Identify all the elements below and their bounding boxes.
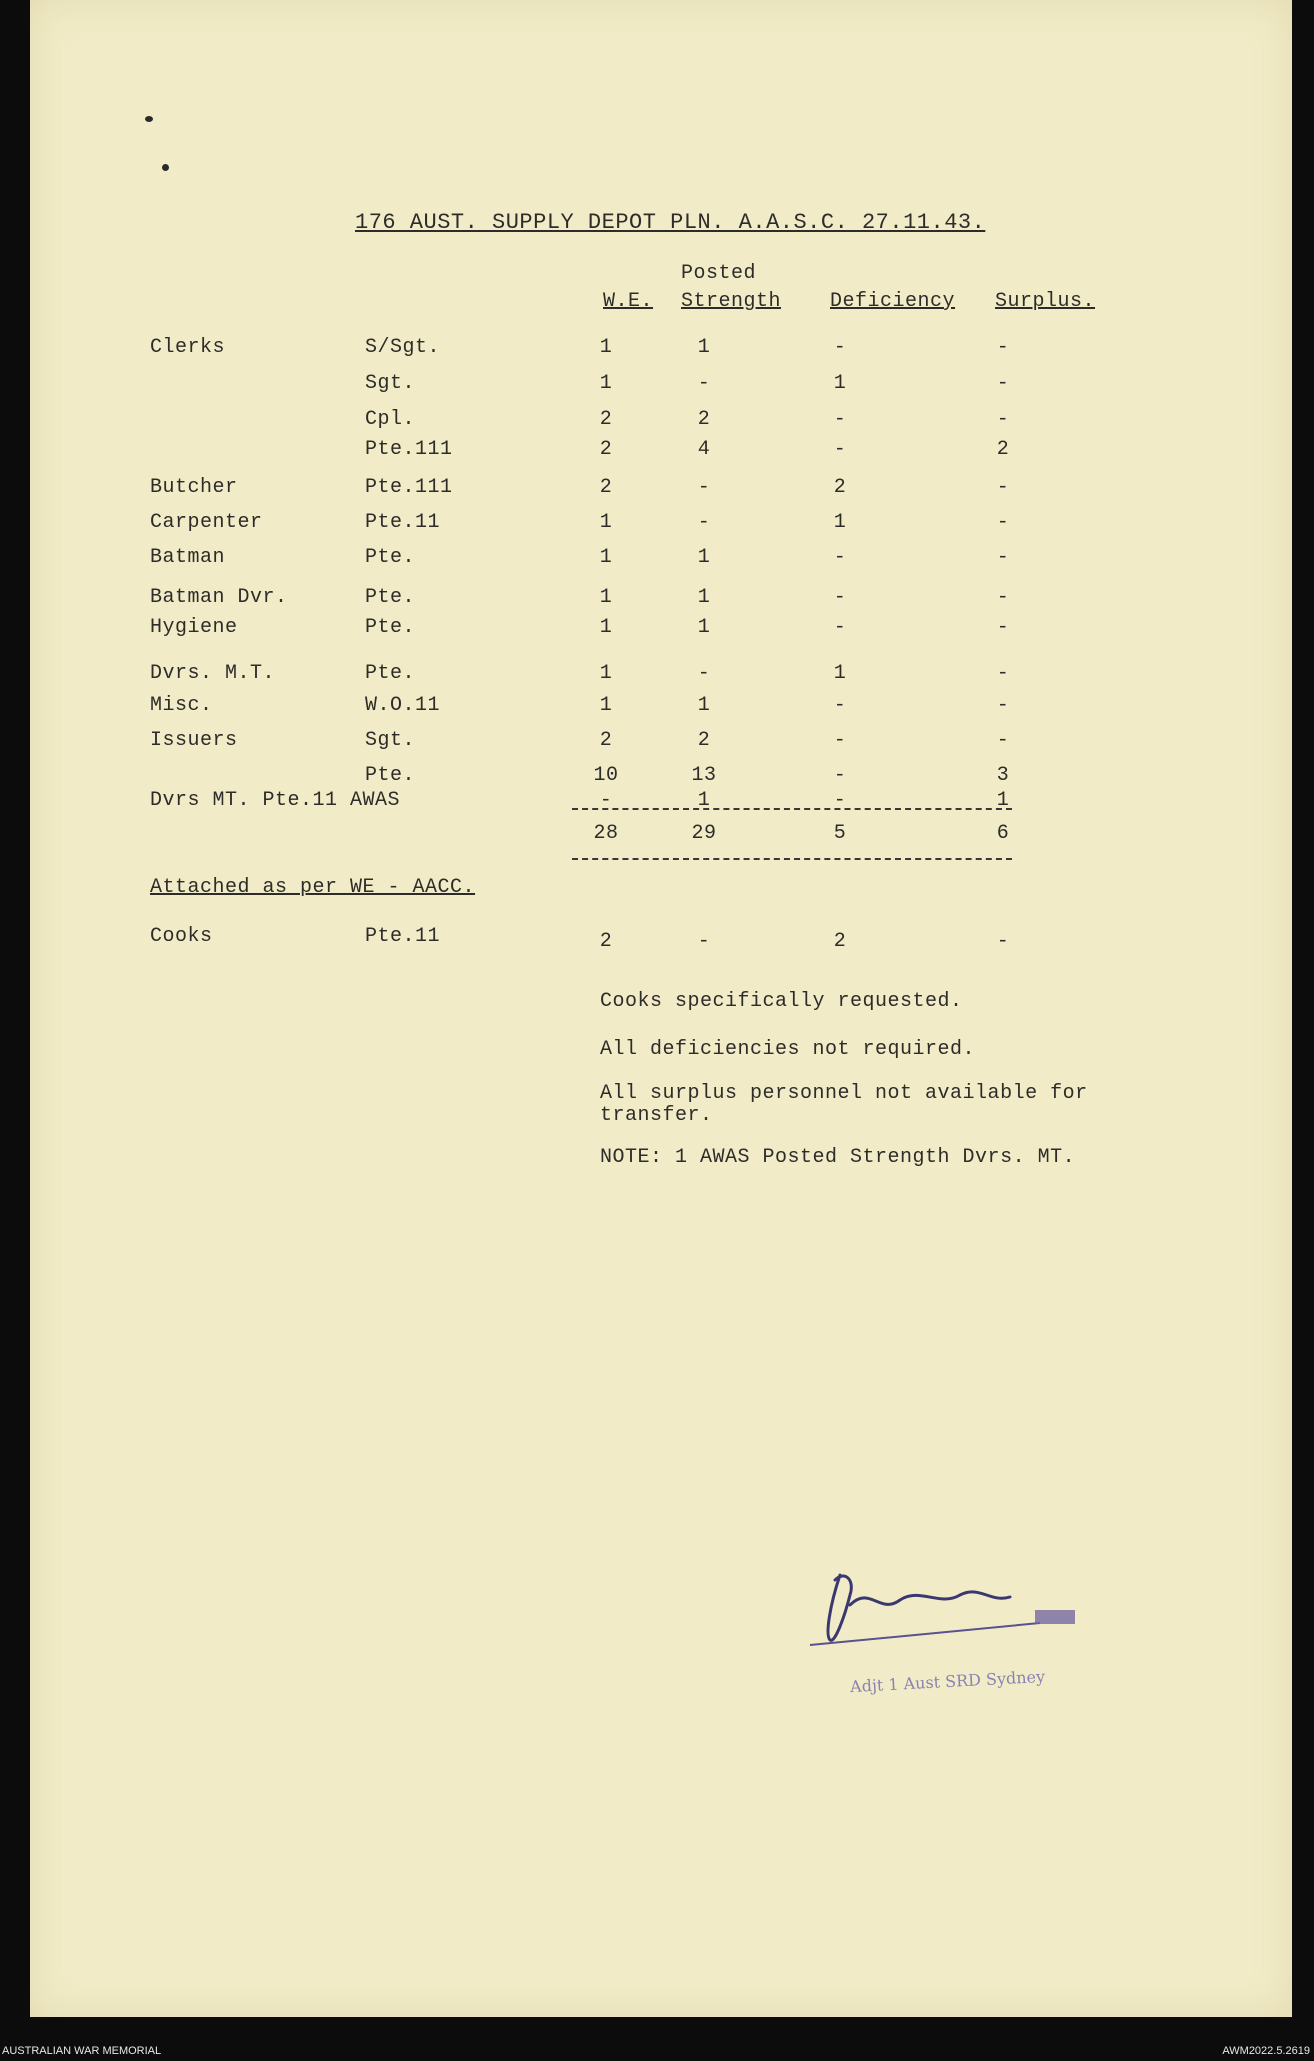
table-cell-we: 1 (599, 616, 613, 639)
table-cell-surplus: - (996, 511, 1010, 534)
note-cooks: Cooks specifically requested. (600, 990, 963, 1013)
table-cell-deficiency: 2 (833, 476, 847, 499)
table-cell-we: 2 (599, 438, 613, 461)
attached-heading: Attached as per WE - AACC. (150, 876, 476, 899)
col-header-surplus: Surplus. (995, 290, 1096, 313)
table-cell-rank: Cpl. (365, 408, 416, 431)
table-cell-we: 1 (599, 694, 613, 717)
table-cell-we: 1 (599, 372, 613, 395)
table-cell-trade: Butcher (150, 476, 238, 499)
table-cell-posted: 2 (697, 729, 711, 752)
table-cell-we: 1 (599, 586, 613, 609)
table-cell-rank: W.O.11 (365, 694, 441, 717)
table-cell-surplus: - (996, 694, 1010, 717)
table-cell-posted: 4 (697, 438, 711, 461)
col-header-we: W.E. (603, 290, 654, 313)
total-rule-top (572, 808, 1012, 810)
col-header-posted-bottom: Strength (681, 290, 782, 313)
table-cell-posted: 1 (697, 546, 711, 569)
table-cell-trade: Issuers (150, 729, 238, 752)
table-cell-rank: Pte. (365, 616, 416, 639)
total-rule-bottom (572, 858, 1012, 860)
table-cell-posted: 1 (697, 694, 711, 717)
table-cell-surplus: - (996, 408, 1010, 431)
table-cell-deficiency: 1 (833, 662, 847, 685)
table-cell-posted: - (697, 476, 711, 499)
table-cell-rank: Pte. (365, 662, 416, 685)
table-cell-deficiency: - (833, 729, 847, 752)
table-cell-we: 10 (593, 764, 619, 787)
total-deficiency: 5 (833, 822, 847, 845)
table-cell-we: - (599, 789, 613, 812)
table-cell-rank: Pte.111 (365, 438, 453, 461)
table-cell-trade: Clerks (150, 336, 226, 359)
table-cell-posted: - (697, 511, 711, 534)
attached-deficiency: 2 (833, 930, 847, 953)
table-cell-we: 2 (599, 476, 613, 499)
note-surplus-line1: All surplus personnel not available for (600, 1082, 1088, 1105)
attached-rank: Pte.11 (365, 925, 441, 948)
table-cell-trade: Hygiene (150, 616, 238, 639)
footer-id: AWM2022.5.2619 (1222, 2045, 1310, 2057)
note-deficiencies: All deficiencies not required. (600, 1038, 976, 1061)
note-awas: NOTE: 1 AWAS Posted Strength Dvrs. MT. (600, 1146, 1076, 1169)
table-cell-posted: 2 (697, 408, 711, 431)
table-cell-trade: Misc. (150, 694, 213, 717)
table-cell-surplus: 3 (996, 764, 1010, 787)
table-cell-deficiency: - (833, 616, 847, 639)
table-cell-surplus: - (996, 662, 1010, 685)
table-cell-rank: Pte.11 (365, 511, 441, 534)
table-cell-deficiency: 1 (833, 372, 847, 395)
stamp-mark (1035, 1610, 1075, 1624)
document-title: 176 AUST. SUPPLY DEPOT PLN. A.A.S.C. 27.11.43. (355, 210, 986, 235)
signature-caption: Adjt 1 Aust SRD Sydney (849, 1666, 1046, 1697)
pin-mark (145, 116, 153, 122)
table-cell-rank: Sgt. (365, 729, 416, 752)
table-cell-posted: - (697, 372, 711, 395)
table-cell-surplus: - (996, 476, 1010, 499)
table-cell-we: 1 (599, 662, 613, 685)
table-cell-deficiency: - (833, 408, 847, 431)
table-cell-we: 1 (599, 336, 613, 359)
table-cell-trade: Dvrs. M.T. (150, 662, 276, 685)
attached-trade: Cooks (150, 925, 213, 948)
table-cell-surplus: - (996, 336, 1010, 359)
table-cell-deficiency: 1 (833, 511, 847, 534)
signature (800, 1545, 1100, 1655)
table-cell-surplus: 2 (996, 438, 1010, 461)
total-surplus: 6 (996, 822, 1010, 845)
table-cell-we: 2 (599, 408, 613, 431)
table-cell-rank: Sgt. (365, 372, 416, 395)
table-cell-surplus: - (996, 616, 1010, 639)
table-cell-trade: Carpenter (150, 511, 263, 534)
attached-we: 2 (599, 930, 613, 953)
attached-posted: - (697, 930, 711, 953)
table-cell-posted: 1 (697, 586, 711, 609)
document-page (30, 0, 1292, 2017)
table-cell-deficiency: - (833, 764, 847, 787)
table-cell-deficiency: - (833, 438, 847, 461)
table-cell-we: 1 (599, 511, 613, 534)
table-cell-posted: 1 (697, 789, 711, 812)
footer-source: AUSTRALIAN WAR MEMORIAL (2, 2045, 162, 2057)
table-cell-deficiency: - (833, 694, 847, 717)
table-cell-surplus: - (996, 372, 1010, 395)
table-cell-surplus: - (996, 586, 1010, 609)
table-cell-trade: Batman Dvr. (150, 586, 288, 609)
table-cell-rank: Pte. (365, 586, 416, 609)
table-cell-rank: Pte. (365, 764, 416, 787)
table-cell-posted: - (697, 662, 711, 685)
table-cell-we: 1 (599, 546, 613, 569)
col-header-deficiency: Deficiency (830, 290, 956, 313)
pin-mark (162, 164, 169, 171)
table-cell-surplus: 1 (996, 789, 1010, 812)
table-cell-we: 2 (599, 729, 613, 752)
table-cell-trade: Batman (150, 546, 226, 569)
table-cell-posted: 1 (697, 616, 711, 639)
table-cell-rank: Pte.111 (365, 476, 453, 499)
table-cell-deficiency: - (833, 336, 847, 359)
total-we: 28 (593, 822, 619, 845)
table-cell-deficiency: - (833, 586, 847, 609)
table-cell-posted: 1 (697, 336, 711, 359)
table-cell-surplus: - (996, 729, 1010, 752)
attached-surplus: - (996, 930, 1010, 953)
col-header-posted-top: Posted (681, 262, 757, 285)
table-cell-surplus: - (996, 546, 1010, 569)
table-cell-trade: Dvrs MT. Pte.11 AWAS (150, 789, 401, 812)
table-cell-posted: 13 (691, 764, 717, 787)
table-cell-deficiency: - (833, 789, 847, 812)
table-cell-deficiency: - (833, 546, 847, 569)
table-cell-rank: Pte. (365, 546, 416, 569)
total-posted: 29 (691, 822, 717, 845)
note-surplus-line2: transfer. (600, 1104, 713, 1127)
table-cell-rank: S/Sgt. (365, 336, 441, 359)
